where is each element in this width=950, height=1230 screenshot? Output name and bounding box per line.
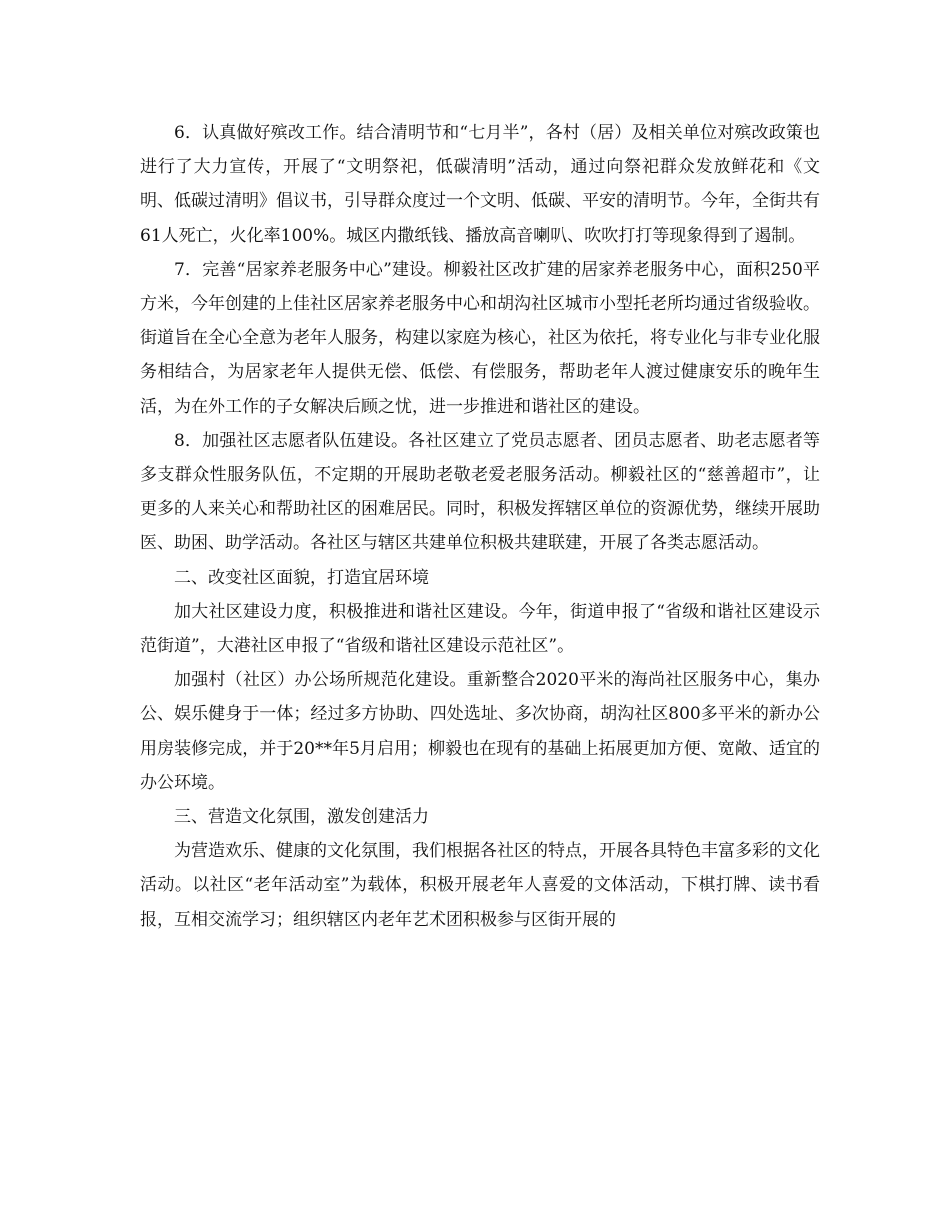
section-heading-2: 二、改变社区面貌，打造宜居环境 [174,567,429,588]
paragraph-cremation-reform: 6．认真做好殡改工作。结合清明节和“七月半”，各村（居）及相关单位对殡改政策也进行了大力宣传，开展了“文明祭祀，低碳清明”活动，通过向祭祀群众发放鲜花和《文明、低碳过清明》倡议书，引导群众度过一个文明、低碳、平安的清明节。今年，全街共有61人死亡，火化率100%。城区内撒纸钱、播放高音喇叭、吹吹打打等现象得到了遏制。 [140,123,820,246]
paragraph-cultural-activities: 为营造欢乐、健康的文化氛围，我们根据各社区的特点，开展各具特色丰富多彩的文化活动。以社区“老年活动室”为载体，积极开展老年人喜爱的文体活动，下棋打牌、读书看报，互相交流学习；组织辖区内老年艺术团积极参与区街开展的 [140,841,820,930]
section-heading-3: 三、营造文化氛围，激发创建活力 [174,807,429,828]
document-body [140,116,820,937]
paragraph-home-elderly-care: 7．完善“居家养老服务中心”建设。柳毅社区改扩建的居家养老服务中心，面积250平方米，今年创建的上佳社区居家养老服务中心和胡沟社区城市小型托老所均通过省级验收。街道旨在全心全意为老年人服务，构建以家庭为核心，社区为依托，将专业化与非专业化服务相结合，为居家老年人提供无偿、低偿、有偿服务，帮助老年人渡过健康安乐的晚年生活，为在外工作的子女解决后顾之忧，进一步推进和谐社区的建设。 [140,259,820,417]
paragraph-office-standardization: 加强村（社区）办公场所规范化建设。重新整合2020平米的海尚社区服务中心，集办公、娱乐健身于一体；经过多方协助、四处选址、多次协商，胡沟社区800多平米的新办公用房装修完成，并于20**年5月启用；柳毅也在现有的基础上拓展更加方便、宽敞、适宜的办公环境。 [140,670,820,793]
paragraph-community-building: 加大社区建设力度，积极推进和谐社区建设。今年，街道申报了“省级和谐社区建设示范街道”，大港社区申报了“省级和谐社区建设示范社区”。 [140,601,820,657]
paragraph-volunteer-teams: 8．加强社区志愿者队伍建设。各社区建立了党员志愿者、团员志愿者、助老志愿者等多支群众性服务队伍，不定期的开展助老敬老爱老服务活动。柳毅社区的“慈善超市”，让更多的人来关心和帮助社区的困难居民。同时，积极发挥辖区单位的资源优势，继续开展助医、助困、助学活动。各社区与辖区共建单位积极共建联建，开展了各类志愿活动。 [140,430,820,554]
